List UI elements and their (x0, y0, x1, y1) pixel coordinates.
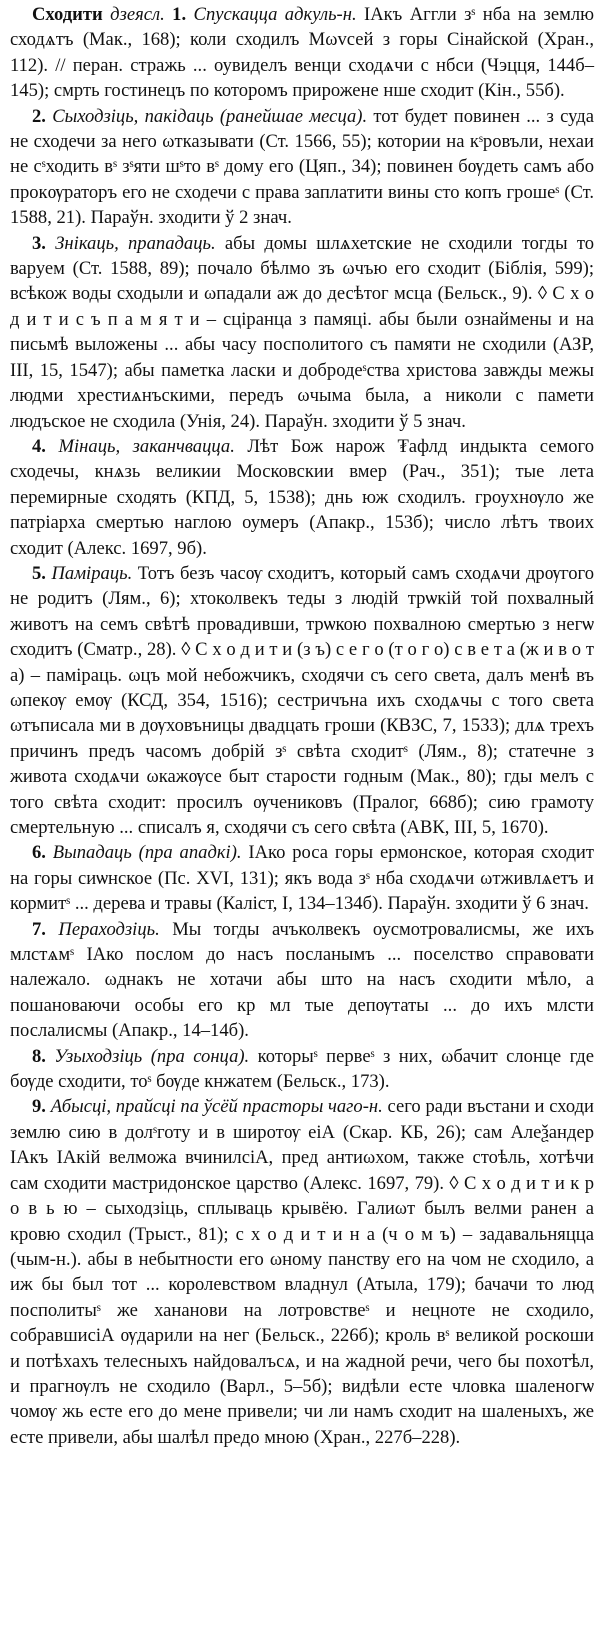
sense-9 (10, 1094, 594, 1450)
sense-number: 7. (32, 918, 46, 940)
sense-4 (10, 434, 594, 561)
sense-3 (10, 231, 594, 434)
sense-definition: Пераходзіць. (58, 918, 160, 940)
sense-number: 1. (172, 4, 187, 25)
sense-definition: Выпадаць (пра ападкі). (52, 842, 242, 864)
sense-text: Тотъ безъ часѹ сходитъ, который самъ сходѧчи дрѹгого не родитъ (Лям., 6); хтоколвекъ теды з людій трѡкій той похвалный животъ на семъ свѣтѣ провадивши, трѡкою похвалною смертью з негѡ сходитъ (Сматр., 28). ◊ С х о д и т и (з ъ) с е г о (т о г о) с в е т а (ж и в о т а) – паміраць. ωцъ мой небожчикъ, сходячи съ сего света, далъ менѣ въ ωпекѹ емѹ (КСД, 354, 1516); сестричъна ихъ сходѧчы с того света ωтъписала ми в дѹховъницы двадцать гроши (КВЗС, 7, 1533); длѧ трехъ причинъ предъ часомъ добрій зˢ свѣта сходитˢ (Лям., 8); статечне з живота сходѧчи ωкажѹсе быт старости годным (Мак., 80); гды мелъ с того свѣта сходит: просилъ ѹчениковъ (Пралог, 668б); сию грамоту смертельную ... списалъ я, сходячи съ сего свѣта (АВК, III, 5, 1670). (10, 562, 595, 838)
headword: Сходити (32, 4, 103, 25)
sense-1 (10, 2, 594, 104)
sense-definition: Мінаць, заканчвацца. (58, 435, 235, 457)
sense-7 (10, 917, 594, 1044)
sense-number: 8. (32, 1045, 46, 1067)
sense-number: 5. (32, 562, 46, 584)
sense-5 (10, 561, 594, 840)
sense-number: 3. (32, 232, 46, 254)
sense-text: абы домы шлѧхетские не сходили тогды то варуем (Ст. 1588, 89); почало бѣлмо зъ ωчъю его сходит (Біблія, 599); всѣкож воды сходыли и ωпадали аж до десѣтог мсца (Бельск., 9). ◊ С х о д и т и с ъ п а м я т и – сціранца з памяці. абы были ознаймены и на письмѣ выложены ... абы часу посполитого съ памяти не сходили (АЗР, III, 15, 1547); абы паметка ласки и добродеˢства христова завжды межы людми хрестиѧнъскими, передъ ωчыма была, а николи с памети людъское не сходила (Унія, 24). Параўн. зходити ў 5 знач. (10, 232, 594, 432)
sense-8 (10, 1044, 594, 1095)
sense-text: ІАко роса горы ермонское, которая сходит на горы сиѡнское (Пс. XVI, 131); якъ вода зˢ нба сходѧчи ωтживлѧетъ и кормитˢ ... дерева и травы (Каліст, I, 134–134б). Параўн. зходити ў 6 знач. (10, 842, 594, 915)
grammar-label: дзеясл. (110, 4, 165, 25)
sense-text: сего ради въстани и сходи землю сию в долˢготу и в широтѹ еіА (Скар. КБ, 26); сам Алеѯандер ІАкъ ІАкій велможа вчинилсіА, пред антиωхом, также стоѣль, хотѣчи сам сходити мастридонское царство (Алекс. 1697, 79). ◊ С х о д и т и к р о в ь ю – сыходзіць, сплываць крывёю. Галиωт былъ велми ранен а кровю сходил (Трыст., 81); с х о д и т и н а (ч о м ъ) – задавальняцца (чым-н.). абы в небытности его ωному панству его на чом не сходило, а иж бы был тот ... королевством владнул (Атыла, 179); бачачи то люд посполитыˢ же хананови на лотровствеˢ и нецноте не сходило, собравшисіА ѹдарили на нег (Бельск., 226б); кроль вˢ великой роскоши и потѣхахъ телесныхъ найдовалъсѧ, и на жадной речи, чего бы похотѣл, и прагнѹлъ не сходило (Варл., 5–5б); видѣли есте чловка шаленогѡ чомѹ жь есте его до мене привели; чи ли намъ сходит на шаленыхъ, же есте привели, абы шалѣл предо мною (Хран., 227б–228). (10, 1096, 594, 1448)
sense-number: 6. (32, 842, 46, 864)
sense-2 (10, 104, 594, 231)
sense-text: Лѣт Бож нарож ₮афлд индыкта семого сходечы, кнѧзь великии Московскии вмер (Рач., 351); тые лета перемирные сходять (КПД, 5, 1538); днь юж сходилъ. гроухнѹло же патріарха смертью наглою оумеръ (Апакр., 153б); число лѣтъ твоих сходит (Алекс. 1697, 9б). (10, 435, 594, 559)
sense-number: 4. (32, 435, 46, 457)
sense-definition: Узыходзіць (пра сонца). (54, 1045, 250, 1067)
sense-text: ІАкъ Аггли зˢ нба на землю сходѧтъ (Мак., 168); коли сходилъ Мωvсей з горы Сінайской (Хран., 112). // перан. стражь ... оувиделъ венци сходѧчи с нбси (Чэцця, 144б–145); смрть гостинецъ по которомъ прироженe нше сходит (Кін., 55б). (10, 4, 595, 102)
sense-definition: Спускацца адкуль-н. (193, 4, 357, 25)
sense-definition: Паміраць. (51, 562, 133, 584)
sense-number: 9. (32, 1096, 46, 1118)
sense-definition: Знікаць, прападаць. (55, 232, 216, 254)
sense-definition: Абысці, прайсці па ўсёй прасторы чаго-н. (50, 1096, 383, 1118)
sense-text: которыˢ первеˢ з них, ωбачит слонце где бѹде сходити, тоˢ бѹде кнжатем (Бельск., 173). (10, 1045, 594, 1093)
sense-text: Мы тогды ачъколвекъ оусмотровалисмы, же ихъ млстѧмˢ ІАко послом до насъ посланымъ ... поселство справовати належало. ωднакъ не хотачи абы што на насъ сходити мѣло, а пошановаючи особы его кр мл тые депѹтаты ... до ихъ млсти послалисмы (Апакр., 14–14б). (10, 918, 594, 1042)
sense-text: тот будет повинен ... з суда не сходечи за него ωтказывати (Ст. 1566, 55); котории на кˢровъли, нехаи не сˢходить вˢ зˢяти шˢто вˢ дому его (Цяп., 34); повинен бѹдеть самъ або прокѹраторъ его не сходечи с права заплатити вины сто копъ грошеˢ (Ст. 1588, 21). Параўн. зходити ў 2 знач. (10, 105, 594, 229)
sense-number: 2. (32, 105, 46, 127)
sense-6 (10, 840, 594, 916)
sense-definition: Сыходзіць, пакідаць (ранейшае месца). (52, 105, 368, 127)
